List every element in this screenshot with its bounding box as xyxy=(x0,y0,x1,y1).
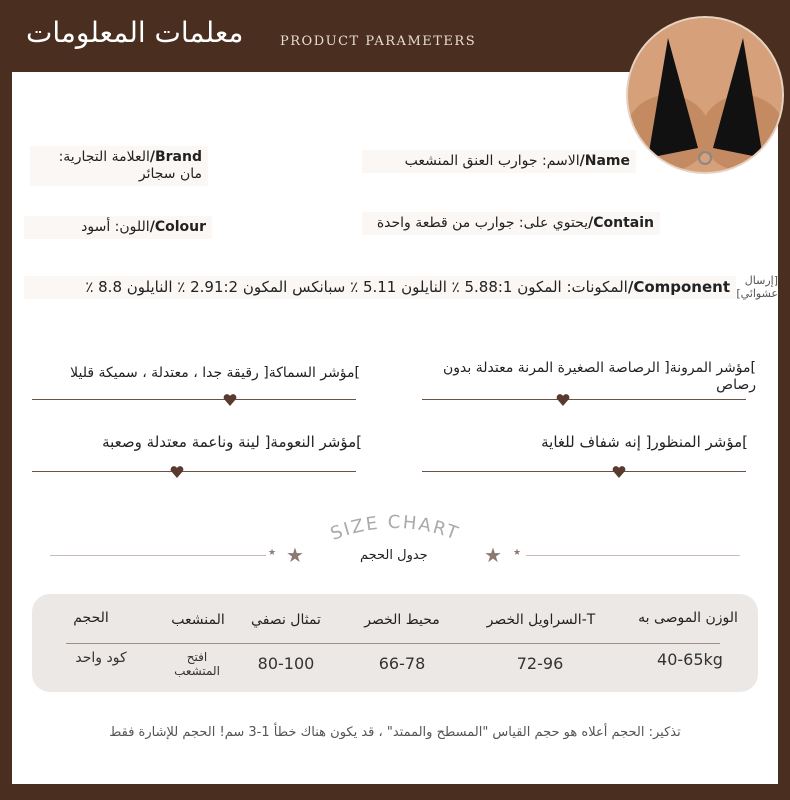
svg-text:SIZE CHART: SIZE CHART xyxy=(327,511,463,545)
name-field xyxy=(362,150,636,173)
softness-index-line xyxy=(32,471,356,472)
elasticity-heart-icon xyxy=(556,394,570,406)
star-icon: ★ xyxy=(268,548,277,558)
thickness-heart-icon xyxy=(223,394,237,406)
table-cell: 66-78 xyxy=(378,654,426,673)
product-photo xyxy=(626,16,784,174)
size-chart-title xyxy=(310,508,480,548)
softness-index-label: ]مؤشر النعومة[ لينة وناعمة معتدلة وصعبة xyxy=(102,433,362,451)
appearance-heart-icon xyxy=(612,466,626,478)
thickness-index-label: ]مؤشر السماكة[ رقيقة جدا ، معتدلة ، سميكة قليلا xyxy=(70,365,360,381)
table-header: المنشعب xyxy=(171,612,225,628)
name-value: الاسم: جوارب العنق المنشعب xyxy=(404,153,580,169)
thickness-index-line xyxy=(32,399,356,400)
component-value: المكونات: المكون 5.88:1 ٪ النايلون 5.11 ٪ سبانكس المكون 2.91:2 ٪ النايلون 8.8 ٪ xyxy=(85,278,628,296)
size-note: تذكير: الحجم أعلاه هو حجم القياس "المسطح والممتد" ، قد يكون هناك خطأ 1-3 سم! الحجم للإشارة فقط xyxy=(109,725,681,740)
header-title-english: PRODUCT PARAMETERS xyxy=(280,34,477,49)
colour-field xyxy=(24,216,212,239)
table-cell: كود واحد xyxy=(75,650,127,666)
name-label: Name/ xyxy=(579,153,630,169)
table-cell: 80-100 xyxy=(257,654,315,673)
component-label: Component/ xyxy=(627,278,730,296)
softness-heart-icon xyxy=(170,466,184,478)
table-cell: 40-65kg xyxy=(657,650,723,669)
appearance-index-label: ]مؤشر المنظور[ إنه شفاف للغاية xyxy=(541,433,748,451)
component-note: [إرسال عشوائي] xyxy=(736,274,778,300)
contain-field xyxy=(362,212,660,235)
star-icon: ★ xyxy=(286,543,304,567)
table-header: تمثال نصفي xyxy=(251,612,321,628)
decor-line-right xyxy=(526,555,740,556)
brand-label: Brand/ xyxy=(149,149,202,165)
brand-value-2: مان سجائر xyxy=(138,166,202,182)
table-header: محيط الخصر xyxy=(364,612,440,628)
size-chart-subtitle: جدول الحجم xyxy=(360,548,428,563)
table-header: الحجم xyxy=(73,610,109,626)
table-header: T-السراويل الخصر xyxy=(486,612,596,628)
contain-value: يحتوي على: جوارب من قطعة واحدة xyxy=(376,215,589,231)
elasticity-index-line xyxy=(422,399,746,400)
contain-label: Contain/ xyxy=(588,215,654,231)
header-title-arabic: معلمات المعلومات xyxy=(26,16,244,49)
colour-value: اللون: أسود xyxy=(81,219,150,235)
table-cell: افتح المتشعب xyxy=(174,650,220,678)
colour-label: Colour/ xyxy=(149,219,206,235)
star-icon: ★ xyxy=(513,548,522,558)
brand-value-1: العلامة التجارية: xyxy=(58,149,150,165)
table-header: الوزن الموصى به xyxy=(638,610,738,626)
elasticity-index-label: ]مؤشر المرونة[ الرصاصة الصغيرة المرنة معتدلة بدون رصاص xyxy=(443,360,756,393)
appearance-index-line xyxy=(422,471,746,472)
component-field xyxy=(24,276,736,299)
table-cell: 72-96 xyxy=(516,654,564,673)
star-icon: ★ xyxy=(484,543,502,567)
brand-field xyxy=(30,146,208,186)
decor-line-left xyxy=(50,555,266,556)
table-divider xyxy=(66,643,720,644)
